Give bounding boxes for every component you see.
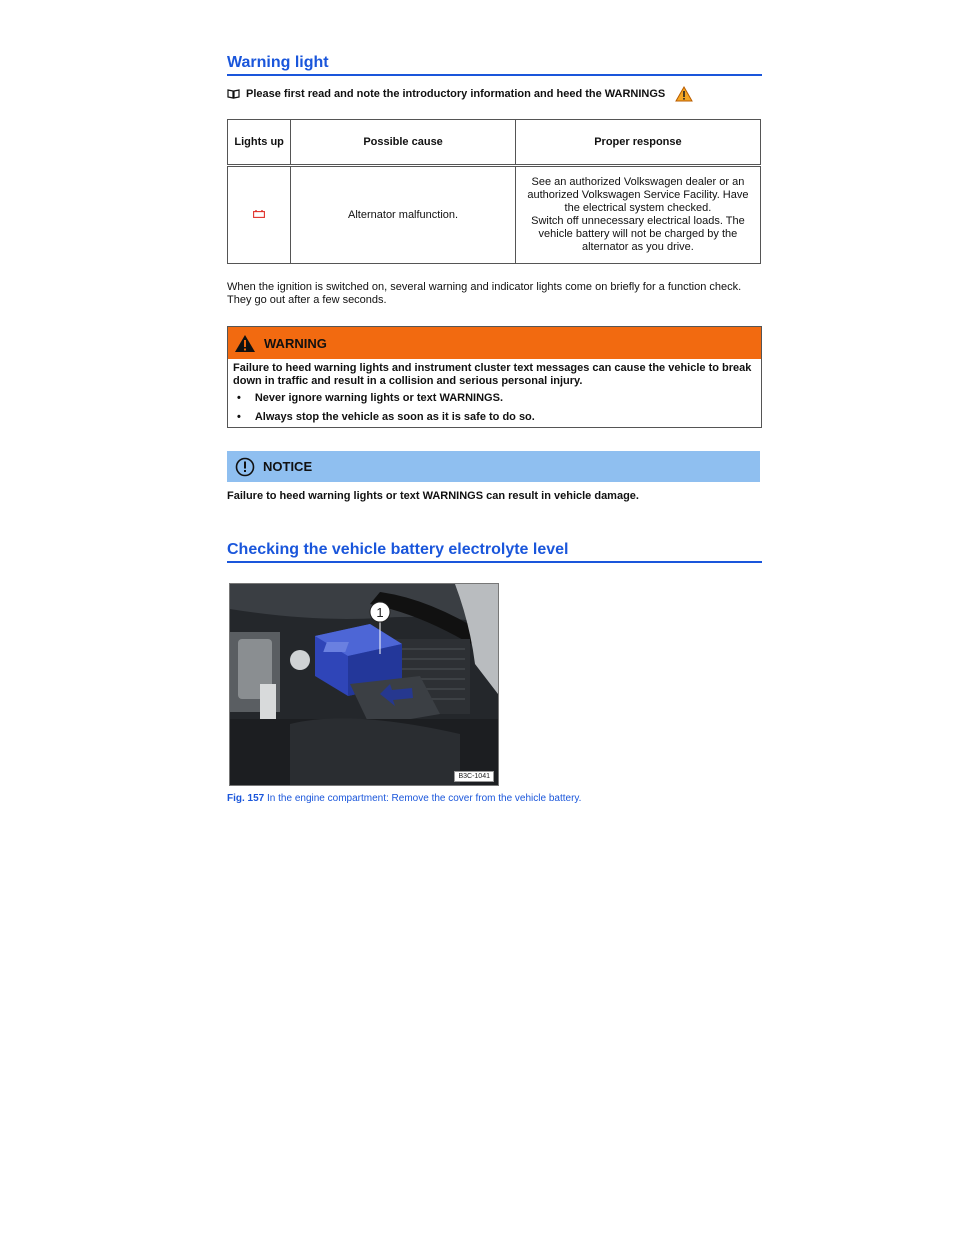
list-item: • Always stop the vehicle as soon as it is safe to do so.: [237, 411, 535, 423]
figure-callout: 1: [376, 605, 384, 620]
warning-light-table: [227, 119, 761, 264]
warning-body: [228, 359, 761, 433]
response-line-1: See an authorized Volkswagen dealer or an authorized Volkswagen Service Facility. Have the electrical system checked.: [527, 176, 749, 214]
header-lights-up: Lights up: [228, 120, 291, 166]
notice-label: NOTICE: [263, 459, 313, 474]
warning-bullets: [233, 392, 756, 424]
warning-triangle-icon: [675, 86, 693, 102]
warning-header: [228, 327, 761, 359]
warning-text: Failure to heed warning lights and instrument cluster text messages can cause the vehicle to break down in traffic and result in a collision and serious personal injury.: [233, 362, 752, 387]
battery-icon: [253, 210, 265, 218]
warning-label: WARNING: [264, 335, 327, 351]
table-row: [228, 166, 761, 264]
header-proper-response: Proper response: [515, 120, 760, 166]
section-title-warning-light: Warning light: [227, 54, 762, 76]
notice-header: [227, 451, 760, 482]
function-check-paragraph: When the ignition is switched on, several warning and indicator lights come on briefly for a function check. They go out after a few seconds.: [227, 281, 742, 306]
response-line-2: Switch off unnecessary electrical loads. The vehicle battery will not be charged by the alternator as you drive.: [531, 215, 745, 253]
figure-code: B3C-1041: [454, 771, 494, 782]
possible-cause-cell: Alternator malfunction.: [291, 166, 516, 264]
proper-response-cell: [515, 166, 760, 264]
header-possible-cause: Possible cause: [291, 120, 516, 166]
warning-triangle-icon: [234, 334, 256, 353]
book-icon: [227, 89, 240, 99]
engine-compartment-figure: [229, 583, 499, 786]
caption-label: Fig. 157: [227, 793, 265, 804]
figure-caption: [227, 793, 581, 804]
section-title-battery-electrolyte: Checking the vehicle battery electrolyte level: [227, 541, 762, 563]
caption-text: In the engine compartment: Remove the cover from the vehicle battery.: [267, 793, 582, 804]
engine-compartment-image: [230, 584, 498, 785]
intro-text: Please first read and note the introductory information and heed the WARNINGS: [246, 88, 666, 100]
warning-box: [227, 326, 762, 428]
list-item: • Never ignore warning lights or text WARNINGS.: [237, 392, 504, 404]
exclamation-circle-icon: [235, 457, 255, 477]
notice-text: Failure to heed warning lights or text WARNINGS can result in vehicle damage.: [227, 490, 639, 502]
intro-line: [227, 86, 762, 102]
lights-up-cell: [228, 166, 291, 264]
